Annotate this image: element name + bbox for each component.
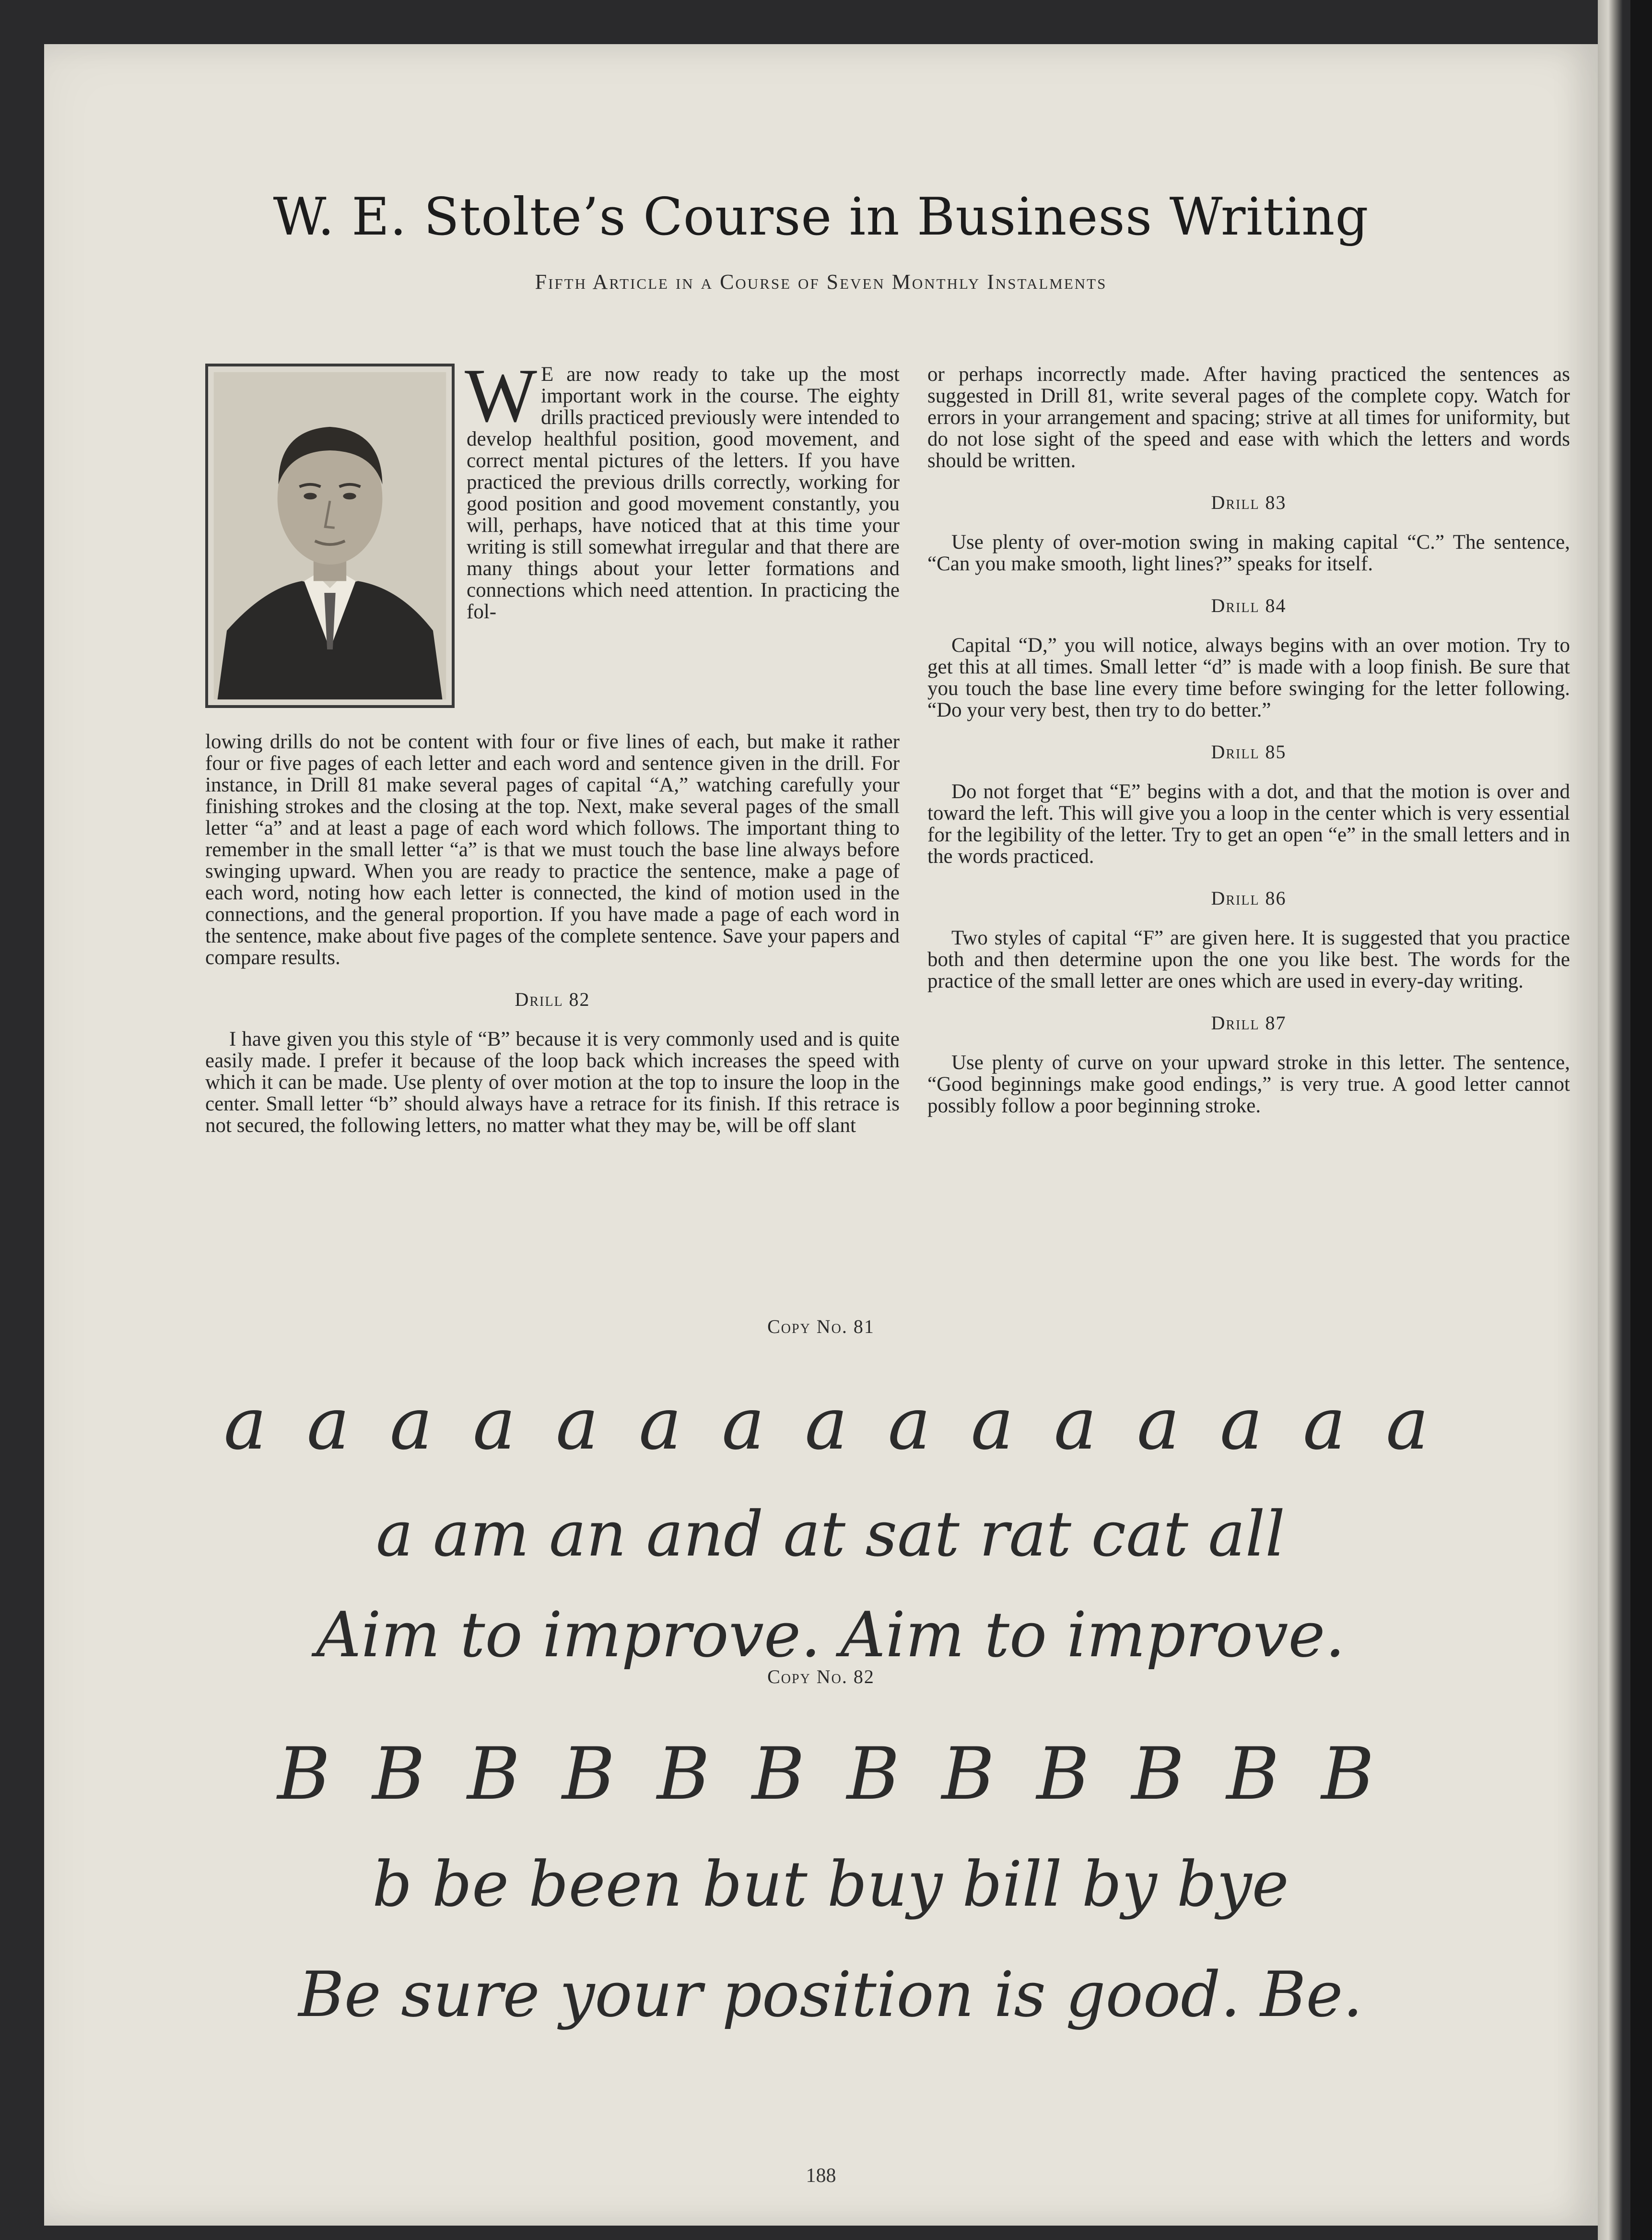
drill-86-heading: Drill 86 (1211, 887, 1287, 909)
drill-84-text: Capital “D,” you will notice, always begins with an over motion. Try to get this at all times. Small letter “d” is made with a loop finish. Be sure that you touch the base line every time before swinging for the letter following. “Do your very best, then try to do better.” (927, 634, 1570, 721)
drill-85-text: Do not forget that “E” begins with a dot, and that the motion is over and toward the left. This will give you a loop in the center which is very essential for the legibility of the letter. Try to get an open “e” in the small letters and in the words practiced. (927, 780, 1570, 868)
copy-81-line-1: a a a a a a a a a a a a a a a (223, 1382, 1438, 1466)
drill-84-heading: Drill 84 (1211, 595, 1287, 616)
drill-85-heading: Drill 85 (1211, 741, 1287, 763)
drill-87-text: Use plenty of curve on your upward stroke in this letter. The sentence, “Good beginnings make good endings,” is very true. A good letter cannot possibly follow a poor beginning stroke. (927, 1051, 1570, 1117)
drill-82-text: I have given you this style of “B” because it is very commonly used and is quite easily made. I prefer it because of the loop back which increases the speed with which it can be made. Use plenty of over motion at the top to insure the loop in the center. Small letter “b” should always have a retrace for its finish. If this retrace is not secured, the following letters, no matter what they may be, will be off slant (205, 1028, 900, 1137)
drop-cap: W (465, 353, 538, 438)
drill-83-text: Use plenty of over-motion swing in making capital “C.” The sentence, “Can you make smooth, light lines?” speaks for itself. (927, 531, 1570, 575)
drill-83-heading: Drill 83 (1211, 492, 1287, 513)
intro-first-part: E are now ready to take up the most important work in the course. The eighty drills practiced previously were intended to develop healthful position, good movement, and correct mental pictures of the letters. If you have practiced the previous drills correctly, working for good position and good movement constantly, you will, perhaps, have noticed that at this time your writing is still somewhat irregular and that there are many things about your letter formations and connections which need attention. In practicing the fol- (467, 363, 900, 623)
copy-82-line-1: B B B B B B B B B B B B (277, 1733, 1384, 1816)
intro-second-part: lowing drills do not be content with four or five lines of each, but make it rather four or five pages of each letter and each word and sentence given in the drill. For instance, in Drill 81 make several pages of capital “A,” watching carefully your finishing strokes and the closing at the top. Next, make several pages of the small letter “a” and at least a page of each word which follows. The important thing to remember in the small letter “a” is that we must touch the base line always before swinging upward. When you are ready to practice the sentence, make a page of each word, noting how each letter is connected, the kind of motion used in the connections, and the general proportion. If you have made a page of each word in the sentence, make about five pages of the complete sentence. Save your papers and compare results. (205, 731, 900, 969)
drill-86-text: Two styles of capital “F” are given here. It is suggested that you practice both and then determine upon the one you like best. The words for the practice of the small letter are ones which are used in every-day writing. (927, 927, 1570, 992)
drill-82-heading: Drill 82 (515, 989, 590, 1010)
drill-87-heading: Drill 87 (1211, 1012, 1287, 1034)
magazine-page (44, 44, 1598, 2226)
drill-82-continuation: or perhaps incorrectly made. After having practiced the sentences as suggested in Drill 81, write several pages of the complete copy. Watch for errors in your arrangement and spacing; strive at all times for uniformity, but do not lose sight of the speed and ease with which the letters and words should be written. (927, 363, 1570, 472)
copy-81-line-3: Aim to improve. Aim to improve. (316, 1598, 1345, 1671)
right-column (927, 364, 1570, 1117)
page-subtitle: Fifth Article in a Course of Seven Monthly Instalments (535, 270, 1107, 294)
copy-82-line-2: b be been but buy bill by bye (372, 1848, 1289, 1921)
intro-column-top (465, 353, 900, 623)
author-portrait (205, 364, 455, 708)
copy-82-label: Copy No. 82 (767, 1666, 875, 1687)
page-title: W. E. Stolte’s Course in Business Writing (273, 187, 1369, 247)
copy-81-label: Copy No. 81 (767, 1316, 875, 1337)
page-number: 188 (806, 2165, 836, 2187)
binding-edge (1630, 0, 1652, 2240)
left-column (205, 731, 900, 1136)
copy-81-line-2: a am an and at sat rat cat all (376, 1497, 1285, 1570)
copy-82-line-3: Be sure your position is good. Be. (298, 1958, 1363, 2031)
